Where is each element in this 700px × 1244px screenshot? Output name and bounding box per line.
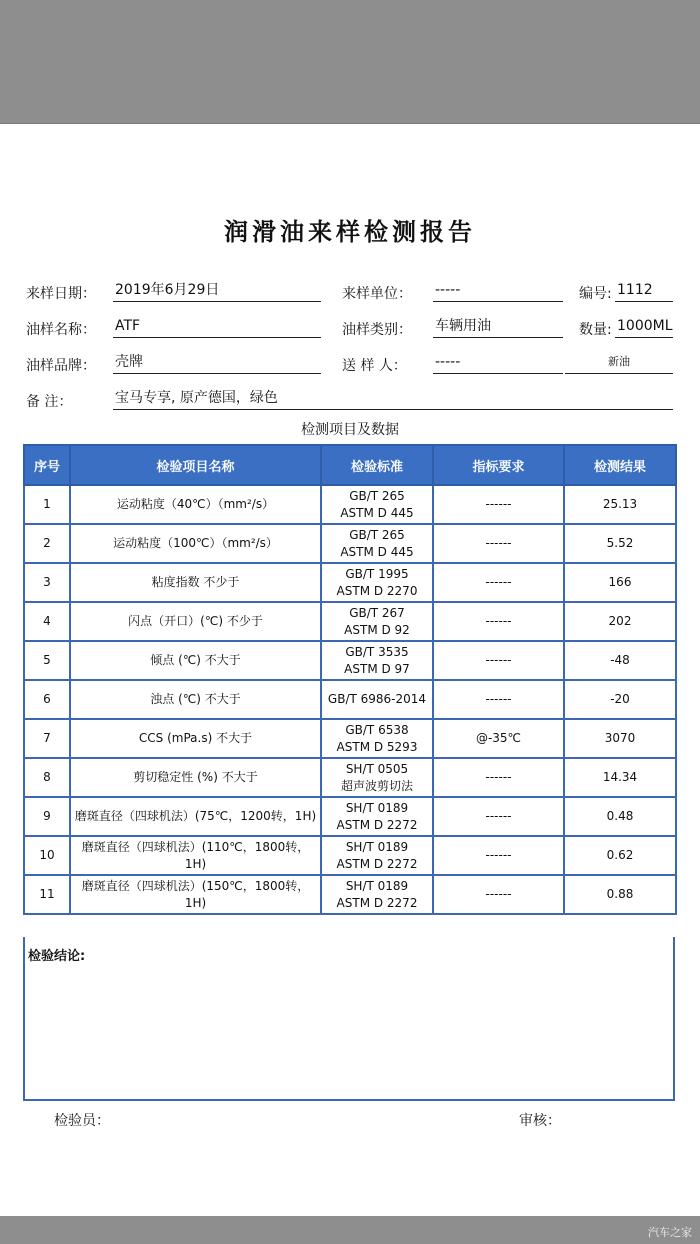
row-result: 14.34 [564,758,676,797]
row-item: 磨斑直径（四球机法）(75℃，1200转，1H) [70,797,321,836]
row-standard [321,641,433,680]
watermark-text: 汽车之家 [648,1226,692,1239]
row-result: 3070 [564,719,676,758]
table-row [24,680,676,719]
row-standard [321,836,433,875]
row-item: 闪点（开口）(℃) 不少于 [70,602,321,641]
row-result: 202 [564,602,676,641]
row-no: 10 [24,836,70,875]
row-no: 5 [24,641,70,680]
row-standard [321,563,433,602]
row-requirement: ------ [433,875,564,914]
row-standard [321,797,433,836]
row-no: 6 [24,680,70,719]
inspector-label: 检验员： [54,1113,110,1129]
sample-brand-label: 油样品牌： [26,358,96,374]
reviewer-label: 审核： [519,1113,561,1129]
row-result: 0.88 [564,875,676,914]
header-item: 检验项目名称 [70,445,321,485]
report-number-value: 1112 [615,280,673,302]
report-number-label: 编号: [579,286,612,302]
header-result: 检测结果 [564,445,676,485]
row-requirement: ------ [433,602,564,641]
row-requirement: ------ [433,758,564,797]
sample-unit-value: ----- [433,280,563,302]
standard-line-1: SH/T 0189 [345,800,409,815]
table-row [24,485,676,524]
row-item: 运动粘度（40℃）（mm²/s） [70,485,321,524]
sample-brand-value: 壳牌 [113,352,321,374]
remark-label: 备 注： [26,394,73,410]
standard-line-2: ASTM D 445 [340,505,414,520]
row-result: -48 [564,641,676,680]
row-result: 166 [564,563,676,602]
standard-line-1: SH/T 0189 [345,839,409,854]
remark-value: 宝马专享, 原产德国，绿色 [113,388,673,410]
row-requirement: ------ [433,641,564,680]
row-requirement: ------ [433,680,564,719]
standard-line-2: ASTM D 2270 [336,583,418,598]
standard-line-1: GB/T 6986-2014 [327,692,427,706]
row-result: 5.52 [564,524,676,563]
row-requirement: ------ [433,524,564,563]
row-result: 0.62 [564,836,676,875]
row-requirement: ------ [433,797,564,836]
section-title: 检测项目及数据 [301,422,399,438]
sender-label: 送 样 人： [342,358,407,374]
table-row [24,875,676,914]
row-standard [321,719,433,758]
table-row [24,758,676,797]
row-result: 0.48 [564,797,676,836]
sample-date-label: 来样日期： [26,286,96,302]
standard-line-2: ASTM D 2272 [336,895,418,910]
quantity-value: 1000ML [615,316,673,338]
row-item: 粘度指数 不少于 [70,563,321,602]
test-results-table [23,444,677,915]
header-standard: 检验标准 [321,445,433,485]
row-no: 9 [24,797,70,836]
standard-line-2: ASTM D 92 [344,622,410,637]
oil-condition-value: 新油 [565,352,673,374]
standard-line-2: ASTM D 2272 [336,856,418,871]
sample-name-label: 油样名称： [26,322,96,338]
row-requirement: ------ [433,563,564,602]
standard-line-1: SH/T 0189 [345,878,409,893]
row-standard [321,680,433,719]
conclusion-box [23,937,675,1101]
row-no: 1 [24,485,70,524]
sample-date-value: 2019年6月29日 [113,280,321,302]
row-standard [321,875,433,914]
header-no: 序号 [24,445,70,485]
sample-name-value: ATF [113,316,321,338]
row-item: 倾点 (℃) 不大于 [70,641,321,680]
standard-line-1: GB/T 1995 [345,566,409,581]
standard-line-2: ASTM D 5293 [336,739,418,754]
table-row [24,719,676,758]
row-standard [321,602,433,641]
sample-category-value: 车辆用油 [433,316,563,338]
row-item: 运动粘度（100℃）（mm²/s） [70,524,321,563]
table-row [24,563,676,602]
report-title: 润滑油来样检测报告 [224,217,476,246]
row-no: 8 [24,758,70,797]
row-item: CCS (mPa.s) 不大于 [70,719,321,758]
header-requirement: 指标要求 [433,445,564,485]
standard-line-1: GB/T 6538 [345,722,409,737]
standard-line-2: ASTM D 97 [344,661,410,676]
row-no: 7 [24,719,70,758]
row-result: 25.13 [564,485,676,524]
viewer-bottom-bar [0,1216,700,1244]
row-no: 11 [24,875,70,914]
table-row [24,797,676,836]
standard-line-1: SH/T 0505 [345,761,409,776]
row-no: 2 [24,524,70,563]
row-no: 3 [24,563,70,602]
row-no: 4 [24,602,70,641]
standard-line-1: GB/T 265 [349,527,405,542]
sample-unit-label: 来样单位： [342,286,412,302]
standard-line-1: GB/T 3535 [345,644,409,659]
table-row [24,836,676,875]
table-header-row [24,445,676,485]
row-requirement: ------ [433,485,564,524]
conclusion-label: 检验结论: [28,949,86,964]
row-standard [321,758,433,797]
table-row [24,602,676,641]
table-row [24,641,676,680]
row-item: 磨斑直径（四球机法）(110℃，1800转，1H) [70,836,321,875]
sender-value: ----- [433,352,563,374]
table-row [24,524,676,563]
standard-line-2: ASTM D 445 [340,544,414,559]
row-standard [321,524,433,563]
row-requirement: @-35℃ [433,719,564,758]
standard-line-2: 超声波剪切法 [340,778,413,793]
row-requirement: ------ [433,836,564,875]
row-result: -20 [564,680,676,719]
quantity-label: 数量: [579,322,612,338]
sample-category-label: 油样类别： [342,322,412,338]
standard-line-1: GB/T 267 [349,605,405,620]
viewer-top-bar [0,0,700,124]
standard-line-2: ASTM D 2272 [336,817,418,832]
row-item: 磨斑直径（四球机法）(150℃，1800转，1H) [70,875,321,914]
row-standard [321,485,433,524]
standard-line-1: GB/T 265 [349,488,405,503]
row-item: 剪切稳定性 (%) 不大于 [70,758,321,797]
row-item: 浊点 (℃) 不大于 [70,680,321,719]
